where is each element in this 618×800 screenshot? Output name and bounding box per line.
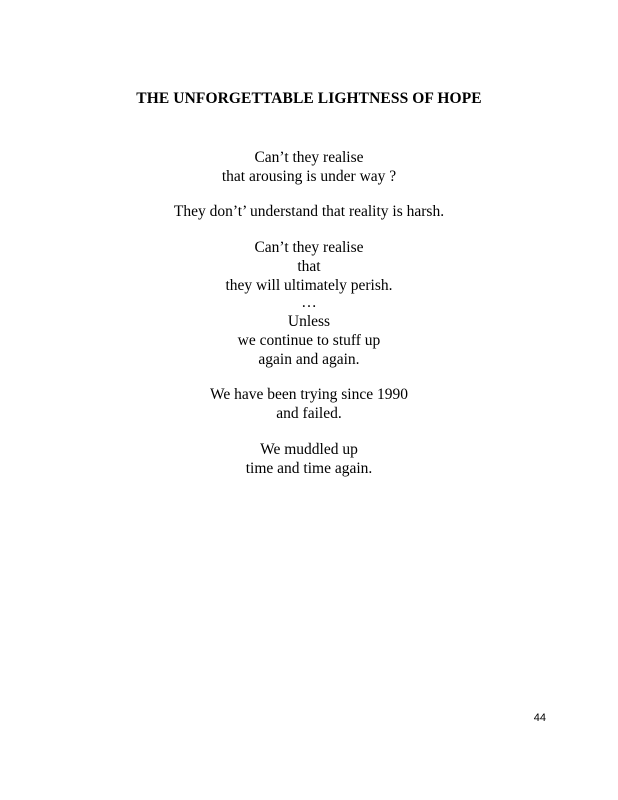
poem-line: they will ultimately perish. xyxy=(225,277,393,294)
poem-line: again and again. xyxy=(258,351,360,368)
poem-line: that xyxy=(297,258,321,275)
poem-line: We have been trying since 1990 xyxy=(209,386,409,403)
poem-line: They don’t’ understand that reality is harsh. xyxy=(173,203,445,220)
poem-line: we continue to stuff up xyxy=(237,332,381,349)
poem-line: and failed. xyxy=(276,405,342,422)
poem-line: We muddled up xyxy=(260,441,358,458)
page-number: 44 xyxy=(533,712,546,724)
poem-title: THE UNFORGETTABLE LIGHTNESS OF HOPE xyxy=(136,90,482,107)
poem-line: Unless xyxy=(287,313,331,330)
poem-line: … xyxy=(301,294,317,311)
poem-line: Can’t they realise xyxy=(254,239,364,256)
poem-line: time and time again. xyxy=(245,460,373,477)
poem-line: that arousing is under way ? xyxy=(221,168,397,185)
poem-line: Can’t they realise xyxy=(254,149,364,166)
